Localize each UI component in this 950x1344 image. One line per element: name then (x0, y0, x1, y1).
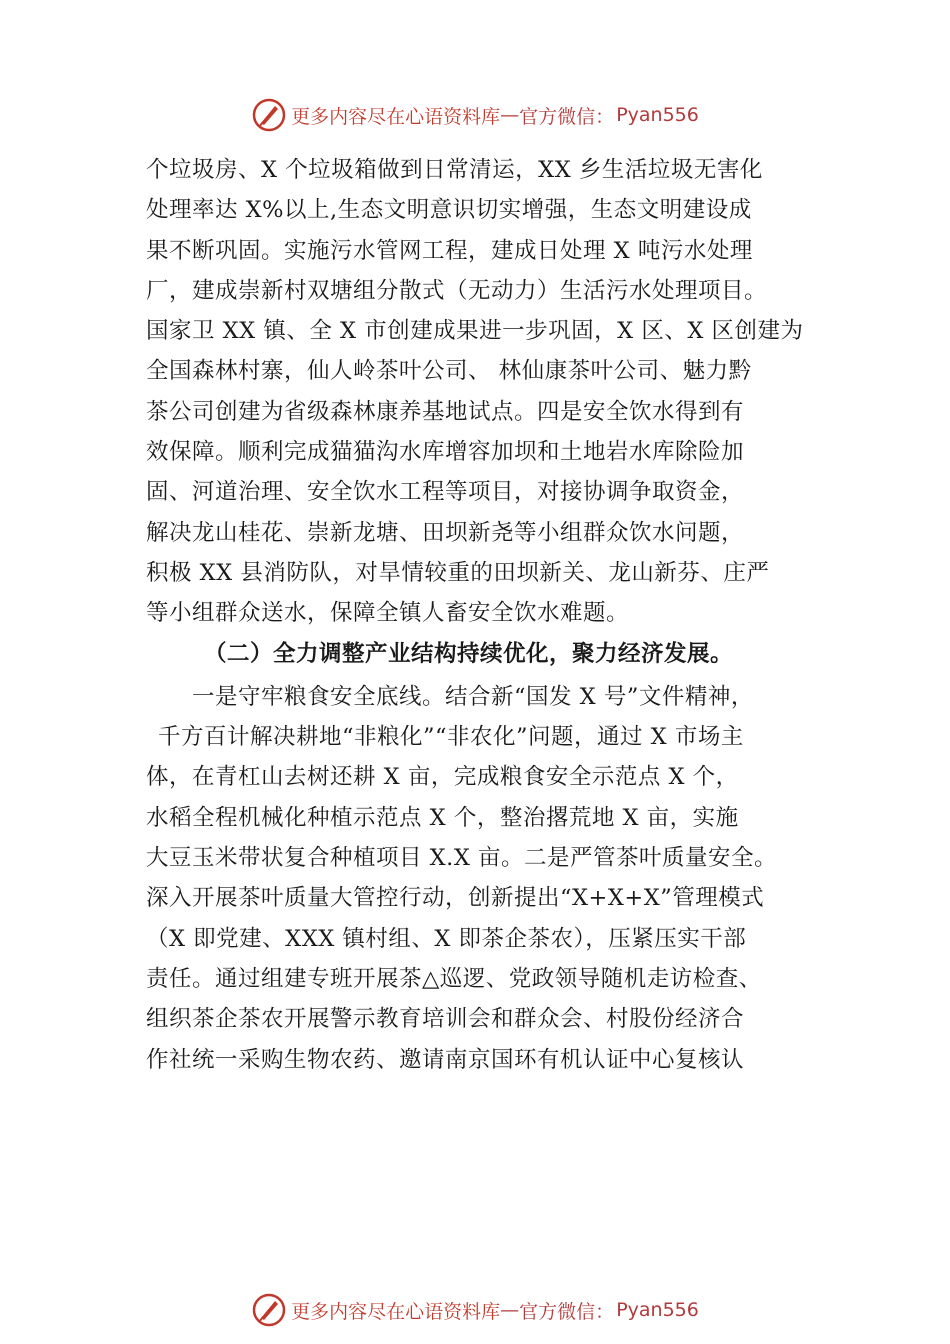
footer-wechat-label: 官方微信： (519, 1300, 615, 1323)
header-brand: 更多内容尽在心语资料库 (291, 105, 501, 128)
body-line: 作社统一采购生物农药、邀请南京国环有机认证中心复核认 (146, 1046, 745, 1073)
body-line: 果不断巩固。实施污水管网工程，建成日处理 X 吨污水处理 (146, 237, 753, 264)
footer-banner (0, 1290, 950, 1330)
body-line: 国家卫 XX 镇、全 X 市创建成果进一步巩固，X 区、X 区创建为 (146, 318, 804, 345)
body-line: 深入开展茶叶质量大管控行动，创新提出“X+X+X”管理模式 (146, 885, 765, 912)
pen-logo-icon (251, 97, 287, 133)
pen-logo-icon (251, 1292, 287, 1328)
body-line: 解决龙山桂花、崇新龙塘、田坝新尧等小组群众饮水问题， (146, 519, 745, 546)
header-banner (0, 95, 950, 135)
document-body (146, 150, 836, 1080)
body-line: 千方百计解决耕地“非粮化”“非农化”问题，通过 X 市场主 (158, 724, 744, 751)
body-line: （X 即党建、XXX 镇村组、X 即茶企茶农），压紧压实干部 (146, 925, 747, 952)
header-account: Pyan556 (616, 104, 699, 126)
header-separator: — (500, 104, 520, 126)
section-heading: （二）全力调整产业结构持续优化，聚力经济发展。 (204, 640, 734, 667)
body-line: 等小组群众送水，保障全镇人畜安全饮水难题。 (146, 600, 630, 627)
body-line: 处理率达 X%以上,生态文明意识切实增强，生态文明建设成 (146, 197, 752, 224)
footer-account: Pyan556 (616, 1299, 699, 1321)
body-line: 个垃圾房、X 个垃圾箱做到日常清运，XX 乡生活垃圾无害化 (146, 157, 763, 183)
body-line: 责任。通过组建专班开展茶△巡逻、党政领导随机走访检查、 (146, 965, 762, 992)
body-line: 组织茶企茶农开展警示教育培训会和群众会、村股份经济合 (146, 1006, 745, 1033)
body-line: 体，在青杠山去树还耕 X 亩，完成粮食安全示范点 X 个， (146, 764, 739, 791)
body-line: 厂，建成崇新村双塘组分散式（无动力）生活污水处理项目。 (146, 277, 768, 304)
footer-brand: 更多内容尽在心语资料库 (291, 1300, 501, 1323)
body-line: 积极 XX 县消防队，对旱情较重的田坝新关、龙山新芬、庄严 (146, 559, 770, 586)
body-line: 全国森林村寨，仙人岭茶叶公司、 林仙康茶叶公司、魅力黔 (146, 358, 752, 385)
body-line: 茶公司创建为省级森林康养基地试点。四是安全饮水得到有 (146, 398, 745, 425)
body-line: 效保障。顺利完成猫猫沟水库增容加坝和土地岩水库除险加 (146, 439, 745, 466)
body-line: 一是守牢粮食安全底线。结合新“国发 X 号”文件精神， (192, 683, 754, 710)
body-line: 固、河道治理、安全饮水工程等项目，对接协调争取资金， (146, 479, 745, 506)
body-line: 水稻全程机械化种植示范点 X 个，整治撂荒地 X 亩，实施 (146, 804, 739, 831)
body-line: 大豆玉米带状复合种植项目 X.X 亩。二是严管茶叶质量安全。 (146, 845, 777, 872)
header-wechat-label: 官方微信： (519, 105, 615, 128)
footer-separator: — (500, 1299, 520, 1321)
